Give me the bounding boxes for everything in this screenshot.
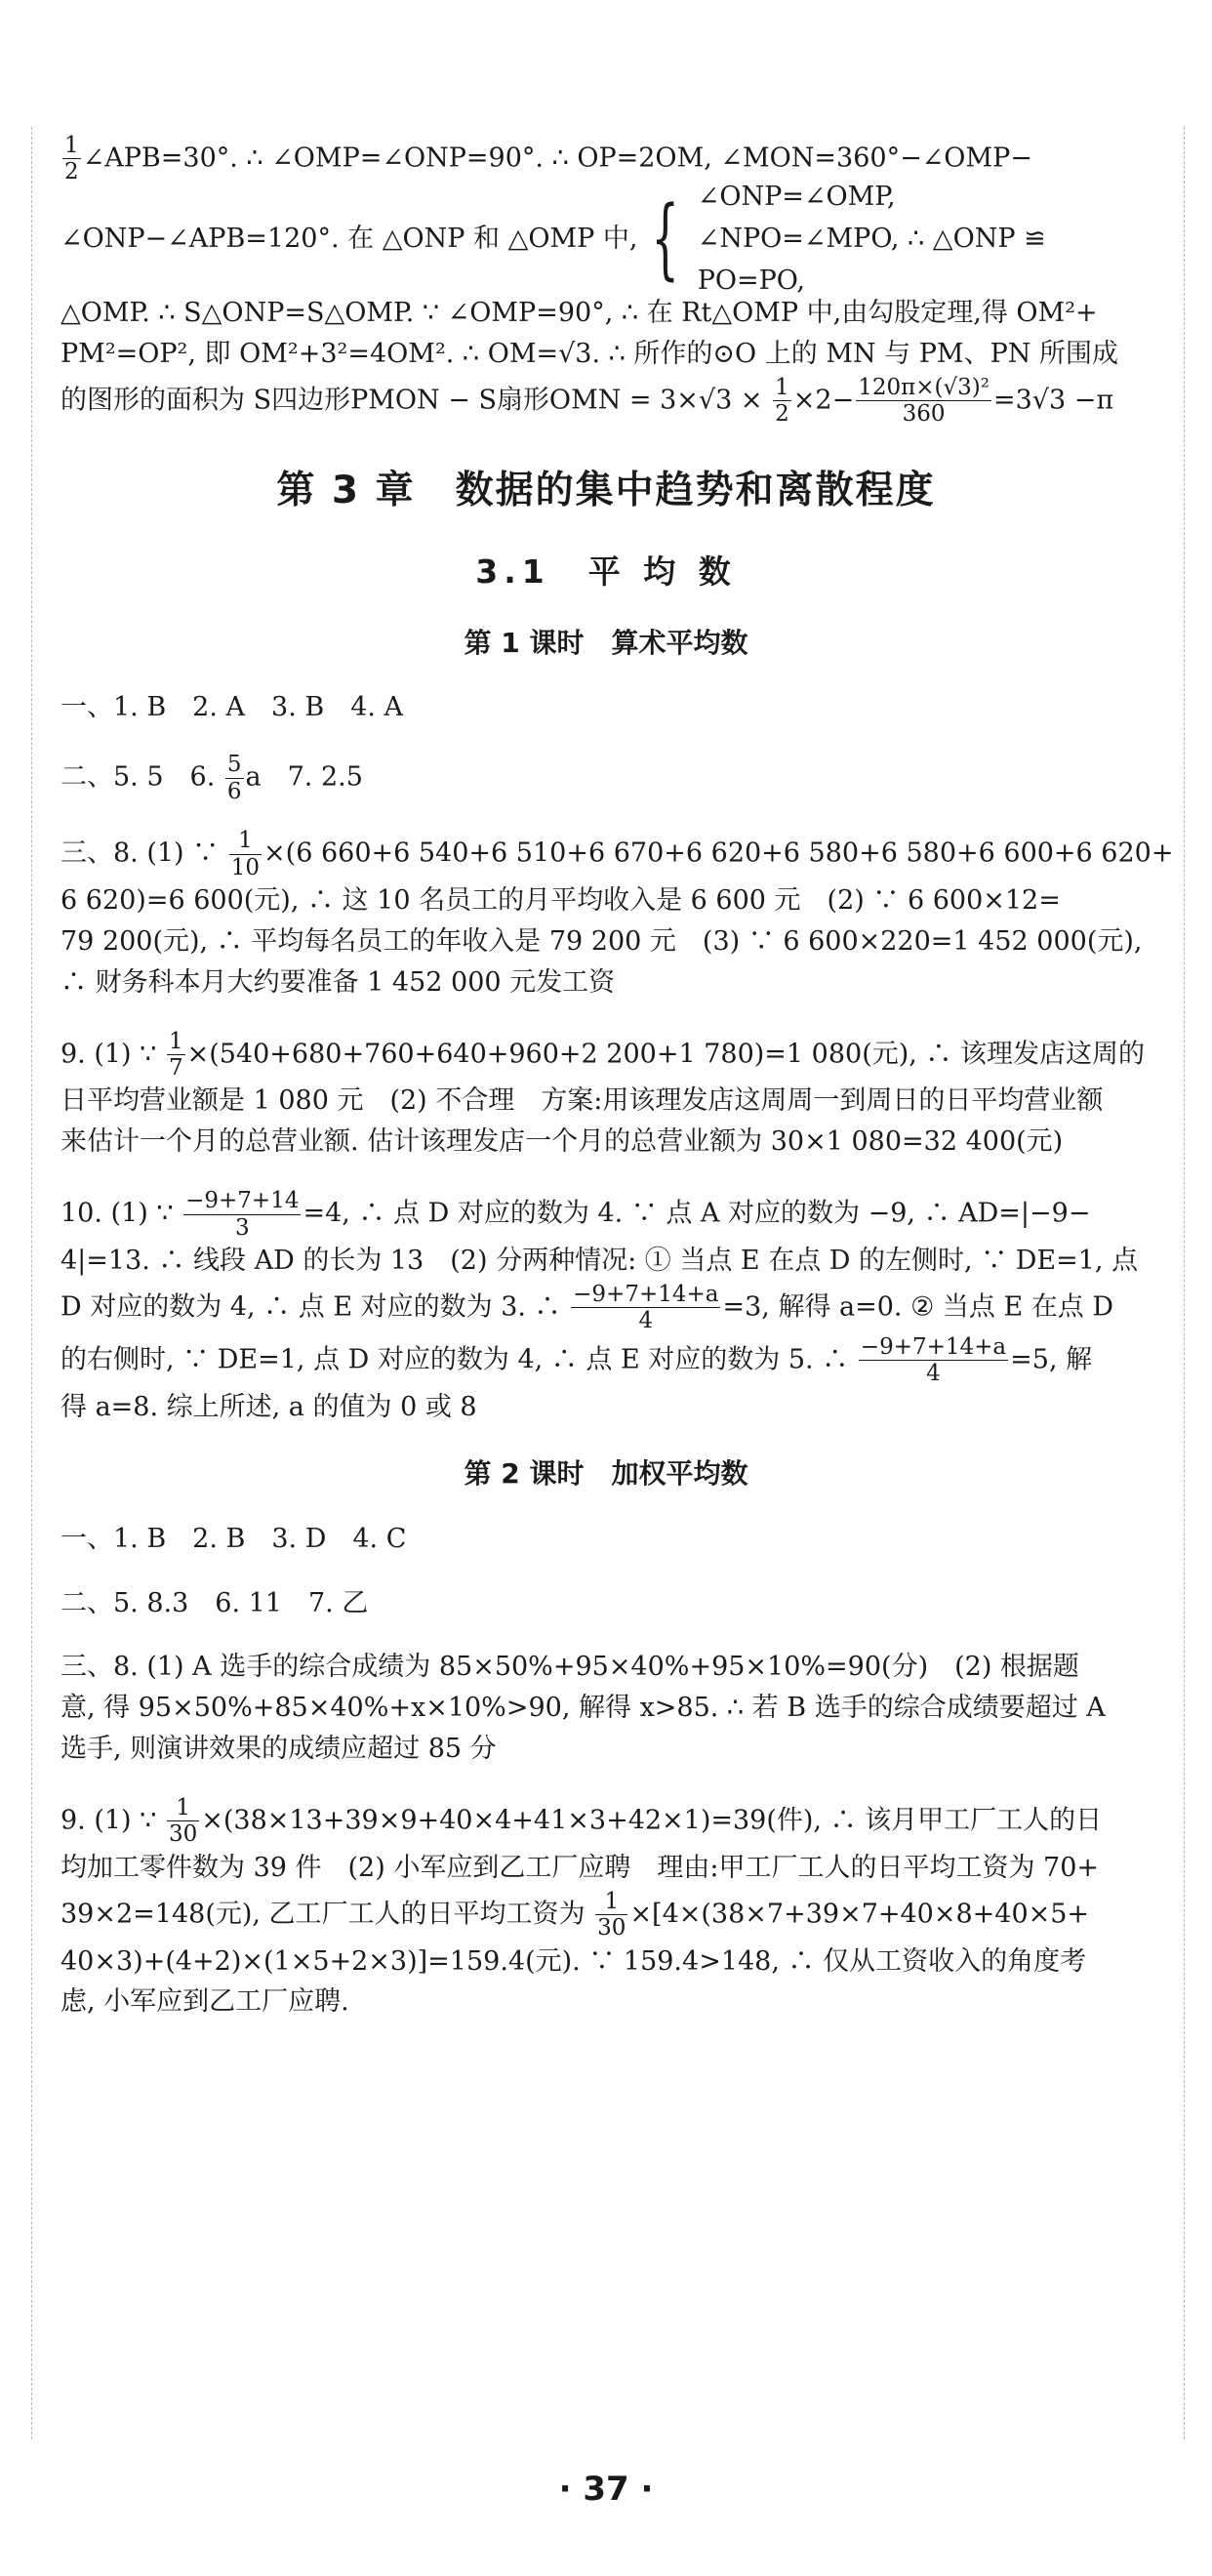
l2-q9-line-5: 虑, 小军应到乙工厂应聘.	[61, 1986, 349, 2018]
q10-line-5: 得 a=8. 综上所述, a 的值为 0 或 8	[61, 1391, 477, 1422]
q10-line-2: 4|=13. ∴ 线段 AD 的长为 13 (2) 分两种情况: ① 当点 E 在点 D 的左侧时, ∵ DE=1, 点	[61, 1245, 1139, 1276]
fraction-seventh: $\frac{1}{7}$	[168, 1028, 183, 1081]
q8-line-4: ∴ 财务科本月大约要准备 1 452 000 元发工资	[61, 966, 616, 998]
continuation-line-1: $\frac{1}{2}$ ∠APB=30°. ∴ ∠OMP=∠ONP=90°. ∴ OP=2OM, ∠MON=360°−∠OMP−	[64, 133, 1032, 185]
chapter-title: 第 3 章 数据的集中趋势和离散程度	[276, 469, 936, 513]
fraction-thirtieth: $\frac{1}{30}$	[168, 1795, 198, 1848]
q8-line-3: 79 200(元), ∴ 平均每名员工的年收入是 79 200 元 (3) ∵ 6 600×220=1 452 000(元),	[61, 925, 1143, 957]
q9-line-3: 来估计一个月的总营业额. 估计该理发店一个月的总营业额为 30×1 080=32 400(元)	[61, 1126, 1064, 1158]
l2-q9-line-1: 9. (1) ∵ $\frac{1}{30}$ ×(38×13+39×9+40×4+41×3+42×1)=39(件), ∴ 该月甲工厂工人的日	[61, 1795, 1103, 1848]
lesson-2-part-2: 二、5. 8.3 6. 11 7. 乙	[61, 1587, 369, 1618]
page-number: · 37 ·	[558, 2470, 654, 2509]
continuation-line-4: PM²=OP², 即 OM²+3²=4OM². ∴ OM=√3. ∴ 所作的⊙O 上的 MN 与 PM、PN 所围成	[61, 338, 1118, 369]
fraction-tenth: $\frac{1}{10}$	[230, 828, 261, 880]
l2-q8-line-1: 三、8. (1) A 选手的综合成绩为 85×50%+95×40%+95×10%=90(分) (2) 根据题	[61, 1652, 1079, 1683]
q8-line-1: 三、8. (1) ∵ $\frac{1}{10}$ ×(6 660+6 540+6 510+6 670+6 620+6 580+6 580+6 600+6 620+	[61, 828, 1174, 880]
fraction-avg-three: $\frac{-9+7+14}{3}$	[185, 1188, 300, 1241]
l2-q9-line-3: 39×2=148(元), 乙工厂工人的日平均工资为 $\frac{1}{30}$ ×[4×(38×7+39×7+40×8+40×5+	[61, 1888, 1090, 1942]
fraction-five-sixths: $\frac{5}{6}$	[226, 752, 242, 804]
lesson-1-part-2: 二、5. 5 6. $\frac{5}{6}$ a 7. 2.5	[61, 752, 363, 804]
lesson-1-question-9	[61, 1029, 1151, 1164]
continuation-line-3: △OMP. ∴ S△ONP=S△OMP. ∵ ∠OMP=90°, ∴ 在 Rt△OMP 中,由勾股定理,得 OM²+	[61, 297, 1098, 328]
lesson-1-question-10	[61, 1188, 1151, 1427]
q8-line-2: 6 620)=6 600(元), ∴ 这 10 名员工的月平均收入是 6 600 元 (2) ∵ 6 600×12=	[61, 885, 1061, 916]
fraction-avg-four-b: $\frac{-9+7+14+a}{4}$	[860, 1333, 1007, 1387]
l2-q9-line-2: 均加工零件数为 39 件 (2) 小军应到乙工厂应聘 理由:甲工厂工人的日平均工资为 70+	[61, 1852, 1100, 1883]
q9-line-1: 9. (1) ∵ $\frac{1}{7}$ ×(540+680+760+640+960+2 200+1 780)=1 080(元), ∴ 该理发店这周的	[61, 1028, 1146, 1081]
l2-q8-line-2: 意, 得 95×50%+85×40%+x×10%>90, 解得 x>85. ∴ 若 B 选手的综合成绩要超过 A	[61, 1693, 1106, 1724]
fraction-sector: $\frac{\text{120π×(√3)²}}{360}$	[858, 374, 990, 427]
lesson-1-question-8	[61, 828, 1174, 1002]
continuation-solution	[61, 133, 1151, 427]
lesson-2-question-8	[61, 1647, 1151, 1770]
fraction-half: $\frac{1}{2}$	[64, 133, 79, 185]
lesson-2-part-1: 一、1. B 2. B 3. D 4. C	[61, 1523, 407, 1554]
q10-line-4: 的右侧时, ∵ DE=1, 点 D 对应的数为 4, ∴ 点 E 对应的数为 5. ∴ $\frac{-9+7+14+a}{4}$ =5, 解	[61, 1333, 1093, 1387]
q9-line-2: 日平均营业额是 1 080 元 (2) 不合理 方案:用该理发店这周周一到周日的日平均营业额	[61, 1085, 1104, 1117]
section-title: 3.1 平 均 数	[475, 552, 737, 591]
lesson-1-title: 第 1 课时 算术平均数	[464, 627, 748, 660]
answer-page	[61, 133, 1174, 2048]
continuation-line-2: ∠ONP−∠APB=120°. 在 △ONP 和 △OMP 中, { ∠ONP=∠OMP, ∠NPO=∠MPO, ∴ △ONP ≌ PO=PO,	[61, 185, 1151, 293]
fraction-half-2: $\frac{1}{2}$	[775, 374, 789, 427]
l2-q8-line-3: 选手, 则演讲效果的成绩应超过 85 分	[61, 1734, 497, 1765]
lesson-2-title: 第 2 课时 加权平均数	[464, 1457, 748, 1491]
q10-line-3: D 对应的数为 4, ∴ 点 E 对应的数为 3. ∴ $\frac{-9+7+14+a}{4}$ =3, 解得 a=0. ② 当点 E 在点 D	[61, 1281, 1113, 1334]
left-margin-rule	[31, 127, 32, 2439]
q10-line-1: 10. (1) ∵ $\frac{-9+7+14}{3}$ =4, ∴ 点 D 对应的数为 4. ∵ 点 A 对应的数为 −9, ∴ AD=|−9−	[61, 1188, 1091, 1241]
fraction-avg-four-a: $\frac{-9+7+14+a}{4}$	[573, 1281, 719, 1334]
l2-q9-line-4: 40×3)+(4+2)×(1×5+2×3)]=159.4(元). ∵ 159.4>148, ∴ 仅从工资收入的角度考	[61, 1945, 1087, 1977]
lesson-1-part-1: 一、1. B 2. A 3. B 4. A	[61, 692, 404, 723]
fraction-thirtieth-2: $\frac{1}{30}$	[597, 1888, 626, 1942]
continuation-line-5: 的图形的面积为 S四边形PMON − S扇形OMN = 3×√3 × $\frac{1}{2}$ ×2− $\frac{\text{120π×(√3)²}}{360}$ =3√3 −π	[61, 374, 1114, 427]
congruence-brace: { ∠ONP=∠OMP, ∠NPO=∠MPO, ∴ △ONP ≌ PO=PO,	[651, 182, 1046, 297]
right-margin-rule	[1184, 127, 1185, 2439]
lesson-2-question-9	[61, 1795, 1151, 2023]
